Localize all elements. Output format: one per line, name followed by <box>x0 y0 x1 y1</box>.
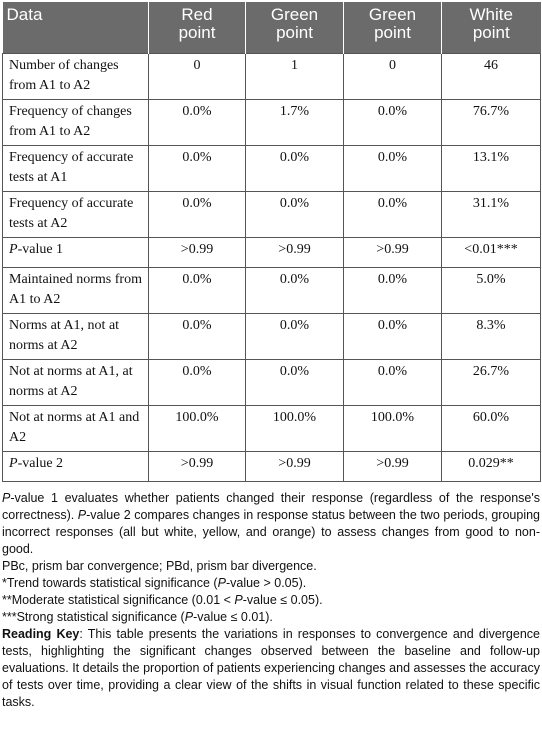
cell-value: 0.0% <box>344 191 442 237</box>
row-label: Frequency of changes from A1 to A2 <box>3 99 149 145</box>
cell-value: 0.0% <box>344 267 442 313</box>
table-row <box>3 145 541 191</box>
cell-value: 0.029** <box>442 451 541 481</box>
cell-value: 0.0% <box>246 313 344 359</box>
reading-key: Reading Key: This table presents the variations in responses to convergence and divergence tests, highlighting the significant changes observed between the baseline and follow-up evaluations. It details the proportion of patients experiencing changes and assesses the accuracy of tests over time, providing a clear view of the shifts in visual function related to these specific tasks. <box>2 626 540 709</box>
header-data: Data <box>3 2 149 53</box>
cell-value: 8.3% <box>442 313 541 359</box>
cell-value: 0.0% <box>149 313 246 359</box>
table-row <box>3 99 541 145</box>
cell-value: 0.0% <box>246 145 344 191</box>
moderate-note: **Moderate statistical significance (0.01 < P-value ≤ 0.05). <box>2 592 323 607</box>
cell-value: 60.0% <box>442 405 541 451</box>
row-label: Frequency of accurate tests at A1 <box>3 145 149 191</box>
cell-value: 0.0% <box>246 267 344 313</box>
cell-value: 26.7% <box>442 359 541 405</box>
row-label: P-value 1 <box>3 237 149 267</box>
cell-value: 0.0% <box>246 191 344 237</box>
table-footnotes <box>2 490 540 711</box>
header-white-point: White point <box>442 2 541 53</box>
cell-value: 0.0% <box>149 191 246 237</box>
cell-value: 76.7% <box>442 99 541 145</box>
cell-value: >0.99 <box>344 451 442 481</box>
cell-value: 100.0% <box>246 405 344 451</box>
cell-value: 0.0% <box>344 99 442 145</box>
header-green-point-1: Green point <box>246 2 344 53</box>
pvalue-note: P-value 1 evaluates whether patients changed their response (regardless of the response's correctness). P-value 2 compares changes in response status between the two periods, grouping incorrect responses (all but white, yellow, and orange) to assess changes from good to non-good. <box>2 490 540 556</box>
table-row <box>3 267 541 313</box>
abbreviations-note: PBc, prism bar convergence; PBd, prism bar divergence. <box>2 558 317 573</box>
header-red-point: Red point <box>149 2 246 53</box>
cell-value: <0.01*** <box>442 237 541 267</box>
table-row <box>3 359 541 405</box>
results-table <box>2 2 541 482</box>
cell-value: 13.1% <box>442 145 541 191</box>
cell-value: >0.99 <box>344 237 442 267</box>
table-container <box>2 2 540 711</box>
row-label: Norms at A1, not at norms at A2 <box>3 313 149 359</box>
cell-value: 5.0% <box>442 267 541 313</box>
cell-value: 100.0% <box>344 405 442 451</box>
cell-value: >0.99 <box>149 451 246 481</box>
strong-note: ***Strong statistical significance (P-value ≤ 0.01). <box>2 609 273 624</box>
cell-value: >0.99 <box>246 451 344 481</box>
cell-value: 1 <box>246 53 344 99</box>
table-row <box>3 53 541 99</box>
row-label: P-value 2 <box>3 451 149 481</box>
cell-value: 0.0% <box>344 145 442 191</box>
cell-value: 0 <box>149 53 246 99</box>
table-row <box>3 451 541 481</box>
table-row <box>3 191 541 237</box>
header-row <box>3 2 541 53</box>
row-label: Maintained norms from A1 to A2 <box>3 267 149 313</box>
trend-note: *Trend towards statistical significance (P-value > 0.05). <box>2 575 307 590</box>
cell-value: 0.0% <box>149 99 246 145</box>
cell-value: 0.0% <box>344 359 442 405</box>
row-label: Not at norms at A1 and A2 <box>3 405 149 451</box>
table-row <box>3 313 541 359</box>
row-label: Frequency of accurate tests at A2 <box>3 191 149 237</box>
cell-value: 1.7% <box>246 99 344 145</box>
cell-value: 0.0% <box>149 145 246 191</box>
cell-value: 46 <box>442 53 541 99</box>
cell-value: 0.0% <box>344 313 442 359</box>
row-label: Not at norms at A1, at norms at A2 <box>3 359 149 405</box>
cell-value: >0.99 <box>246 237 344 267</box>
table-row <box>3 405 541 451</box>
cell-value: 0 <box>344 53 442 99</box>
header-green-point-2: Green point <box>344 2 442 53</box>
cell-value: 0.0% <box>246 359 344 405</box>
cell-value: >0.99 <box>149 237 246 267</box>
cell-value: 0.0% <box>149 267 246 313</box>
table-row <box>3 237 541 267</box>
cell-value: 31.1% <box>442 191 541 237</box>
cell-value: 100.0% <box>149 405 246 451</box>
cell-value: 0.0% <box>149 359 246 405</box>
row-label: Number of changes from A1 to A2 <box>3 53 149 99</box>
